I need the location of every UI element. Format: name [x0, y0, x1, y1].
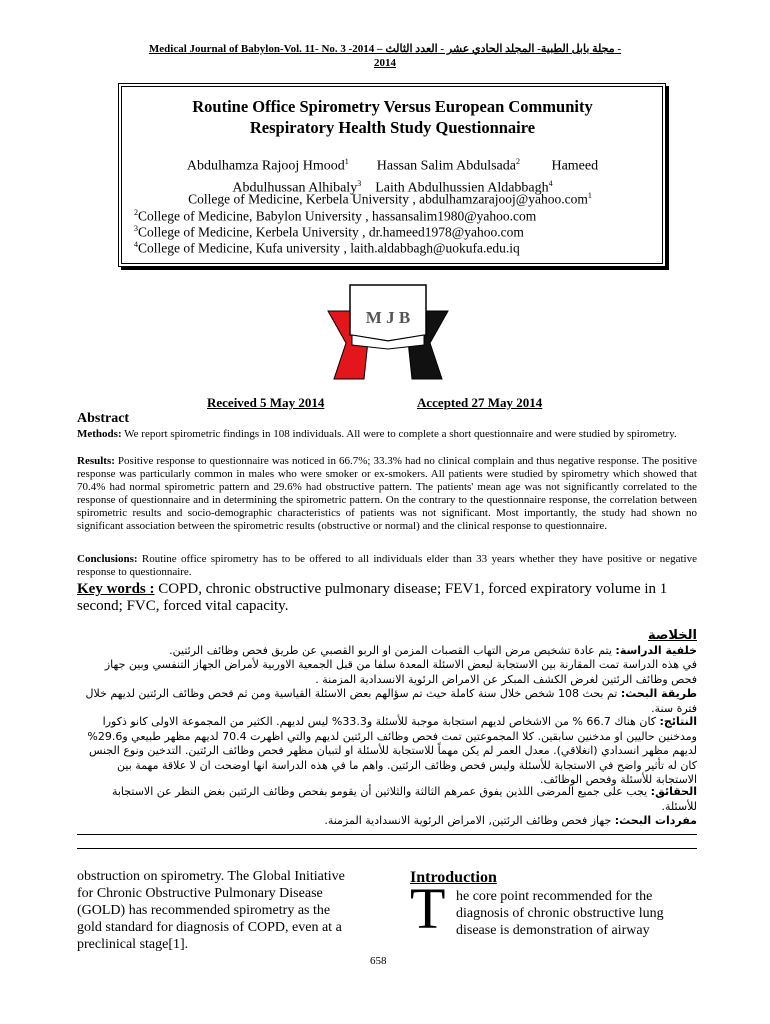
journal-logo [320, 283, 456, 383]
introduction-text: he core point recommended for the diagnosis of chronic obstructive lung disease is demonstration of airway [456, 889, 664, 938]
arabic-facts-label: الحقائق: [650, 785, 697, 798]
received-date: Received 5 May 2014 [207, 395, 325, 410]
affiliation-4-text: College of Medicine, Kufa university , laith.aldabbagh@uokufa.edu.iq [138, 240, 520, 256]
author-1-sup: 1 [344, 157, 349, 166]
left-column-text: obstruction on spirometry. The Global Initiative for Chronic Obstructive Pulmonary Disease (GOLD) has recommended spirometry as the gold standard for diagnosis of COPD, even at a preclinical stage[1]. [77, 869, 345, 952]
author-4: Laith Abdulhussien Aldabbagh [375, 180, 549, 196]
journal-header [60, 42, 710, 70]
separator-rule-2 [77, 848, 697, 849]
author-2-sup: 2 [515, 157, 520, 166]
conclusions-text: Routine office spirometry has to be offered to all individuals elder than 33 years whether they have positive or negative response to questionnaire. [77, 553, 697, 578]
arabic-p2: في هذه الدراسة تمت المقارنة بين الاستجابة لبعض الاسئلة المعدة سلفا من قبل الجمعية الاوربية لأمراض الجهاز التنفسي وبين جهاز فحص وظائف الرئتين لغرض الكشف المبكر عن الامراض الرئوية الانسدادية المزمنة . [104, 658, 697, 686]
arabic-keywords-label: مفردات البحث: [614, 814, 697, 827]
arabic-method-text: تم بحث 108 شخص خلال سنة كاملة حيث تم سؤالهم بعض الاسئلة القياسية ومن ثم فحص وظائف الرئتين لديهم خلال فترة سنة. [85, 687, 697, 715]
author-3-last: Abdulhussan Alhibaly [232, 180, 358, 196]
arabic-background-label: خلفية الدراسة: [615, 644, 697, 657]
journal-header-line2: 2014 [374, 57, 396, 69]
affiliation-1-text: College of Medicine, Kerbela University , abdulhamzarajooj@yahoo.com [188, 191, 588, 207]
arabic-facts [77, 785, 697, 814]
author-4-sup: 4 [548, 178, 553, 188]
results-text: Positive response to questionnaire was noticed in 66.7%; 33.3% had no clinical complain and thus negative response. The positive response was particularly common in males who were smoker or ex-smokers. All patients were studied by spirometry which showed that 70.4% had normal spirometric pattern and 29.6% had obstructive pattern. The patients' mean age was not significantly correlated to the response of questionnaire and in determining the spirometric pattern. On the contrary to the questionnaire response, the correlation between spirometric results and socio-demographic characteristics of patients was not significant. Most importantly, the study had shown no significant association between the spirometric results (obstructive or normal) and the clinical response to questionnaire. [77, 455, 697, 532]
arabic-facts-text: يجب على جميع المرضى اللذين يفوق عمرهم الثالثة والثلاثين أن يقومو بفحص وظائف الرئتين بغض النظر عن الاستجابة للأسئلة. [111, 785, 697, 813]
arabic-keywords [77, 814, 697, 829]
arabic-results-label: النتائج: [659, 715, 697, 728]
affiliation-1-sup: 1 [587, 191, 592, 200]
introduction-dropcap: T [410, 876, 446, 941]
affiliation-4-sup: 4 [134, 240, 138, 249]
author-3-sup: 3 [357, 178, 362, 188]
abstract-conclusions [77, 553, 697, 579]
keywords-text: COPD, chronic obstructive pulmonary disease; FEV1, forced expiratory volume in 1 second; FVC, forced vital capacity. [77, 581, 668, 614]
accepted-date: Accepted 27 May 2014 [417, 395, 543, 410]
affiliation-3-text: College of Medicine, Kerbela University , dr.hameed1978@yahoo.com [138, 224, 524, 240]
keywords-label: Key words : [77, 581, 155, 597]
arabic-method [77, 687, 697, 716]
author-3-first: Hameed [551, 158, 599, 174]
author-2: Hassan Salim Abdulsada [376, 158, 516, 174]
arabic-results [77, 715, 697, 788]
authors-line1 [140, 153, 645, 175]
arabic-background [77, 644, 697, 659]
methods-text: We report spirometric findings in 108 individuals. All were to complete a short questionnaire and were studied by spirometry. [121, 428, 677, 440]
abstract-methods [77, 428, 697, 441]
journal-header-line1: Medical Journal of Babylon-Vol. 11- No. 3 -2014 – مجلة بابل الطبية- المجلد الحادي عشر - العدد الثالث - [148, 43, 622, 55]
affiliation-2-text: College of Medicine, Babylon University , hassansalim1980@yahoo.com [138, 208, 537, 224]
logo-text: M J B [365, 308, 411, 327]
affiliation-2-sup: 2 [134, 208, 138, 217]
paper-title [140, 96, 645, 138]
author-1: Abdulhamza Rajooj Hmood [186, 158, 345, 174]
affiliation-3-sup: 3 [134, 224, 138, 233]
page-number: 658 [370, 955, 387, 967]
methods-label: Methods: [77, 428, 122, 440]
abstract-heading: Abstract [77, 411, 130, 426]
conclusions-label: Conclusions: [77, 553, 138, 565]
separator-rule-1 [77, 834, 697, 835]
title-line1: Routine Office Spirometry Versus European Community [192, 97, 593, 116]
title-line2: Respiratory Health Study Questionnaire [249, 118, 536, 137]
arabic-background-text: يتم عادة تشخيص مرض التهاب القصبات المزمن او الربو القصبي عن طريق فحص وظائف الرئتين. [169, 644, 616, 657]
introduction-heading: Introduction [410, 869, 497, 886]
arabic-results-text: كان هناك 66.7 % من الاشخاص لديهم استجابة موجبة للأسئلة و33.3% ليس لديهم. الكثير من المجموعة الاولى كانو ذكورا ومدخنين حاليين او مدخنين سابقين. كلا المجموعتين تمت فحص وظائف الرئتين لديهم والتي اظهرت 70.4 لديهم مظهر طبيعي و29.6% لديهم مظهر انسدادي (انغلاقي). معدل العمر لم يكن مهماً للاستجابة للأسئلة او لتبيان مظهر فحص وظائف الرئتين. التدخين ونوع الجنس كان له تأثير واضح في الاستجابة للأسئلة وليس فحص وظائف الرئتين. واهم ما في هذه الدراسة انها اوضحت ان لا علاقة مهمة بين الاستجابة للأسئلة وفحص الوظائف. [87, 715, 697, 786]
arabic-heading: الخلاصة [647, 628, 697, 643]
arabic-method-label: طريقة البحث: [620, 687, 697, 700]
affiliation-4 [134, 237, 654, 257]
keywords [77, 581, 697, 615]
arabic-keywords-text: جهاز فحص وظائف الرئتين, الامراض الرئوية الانسدادية المزمنة. [324, 814, 615, 827]
abstract-results [77, 455, 697, 533]
results-label: Results: [77, 455, 115, 467]
